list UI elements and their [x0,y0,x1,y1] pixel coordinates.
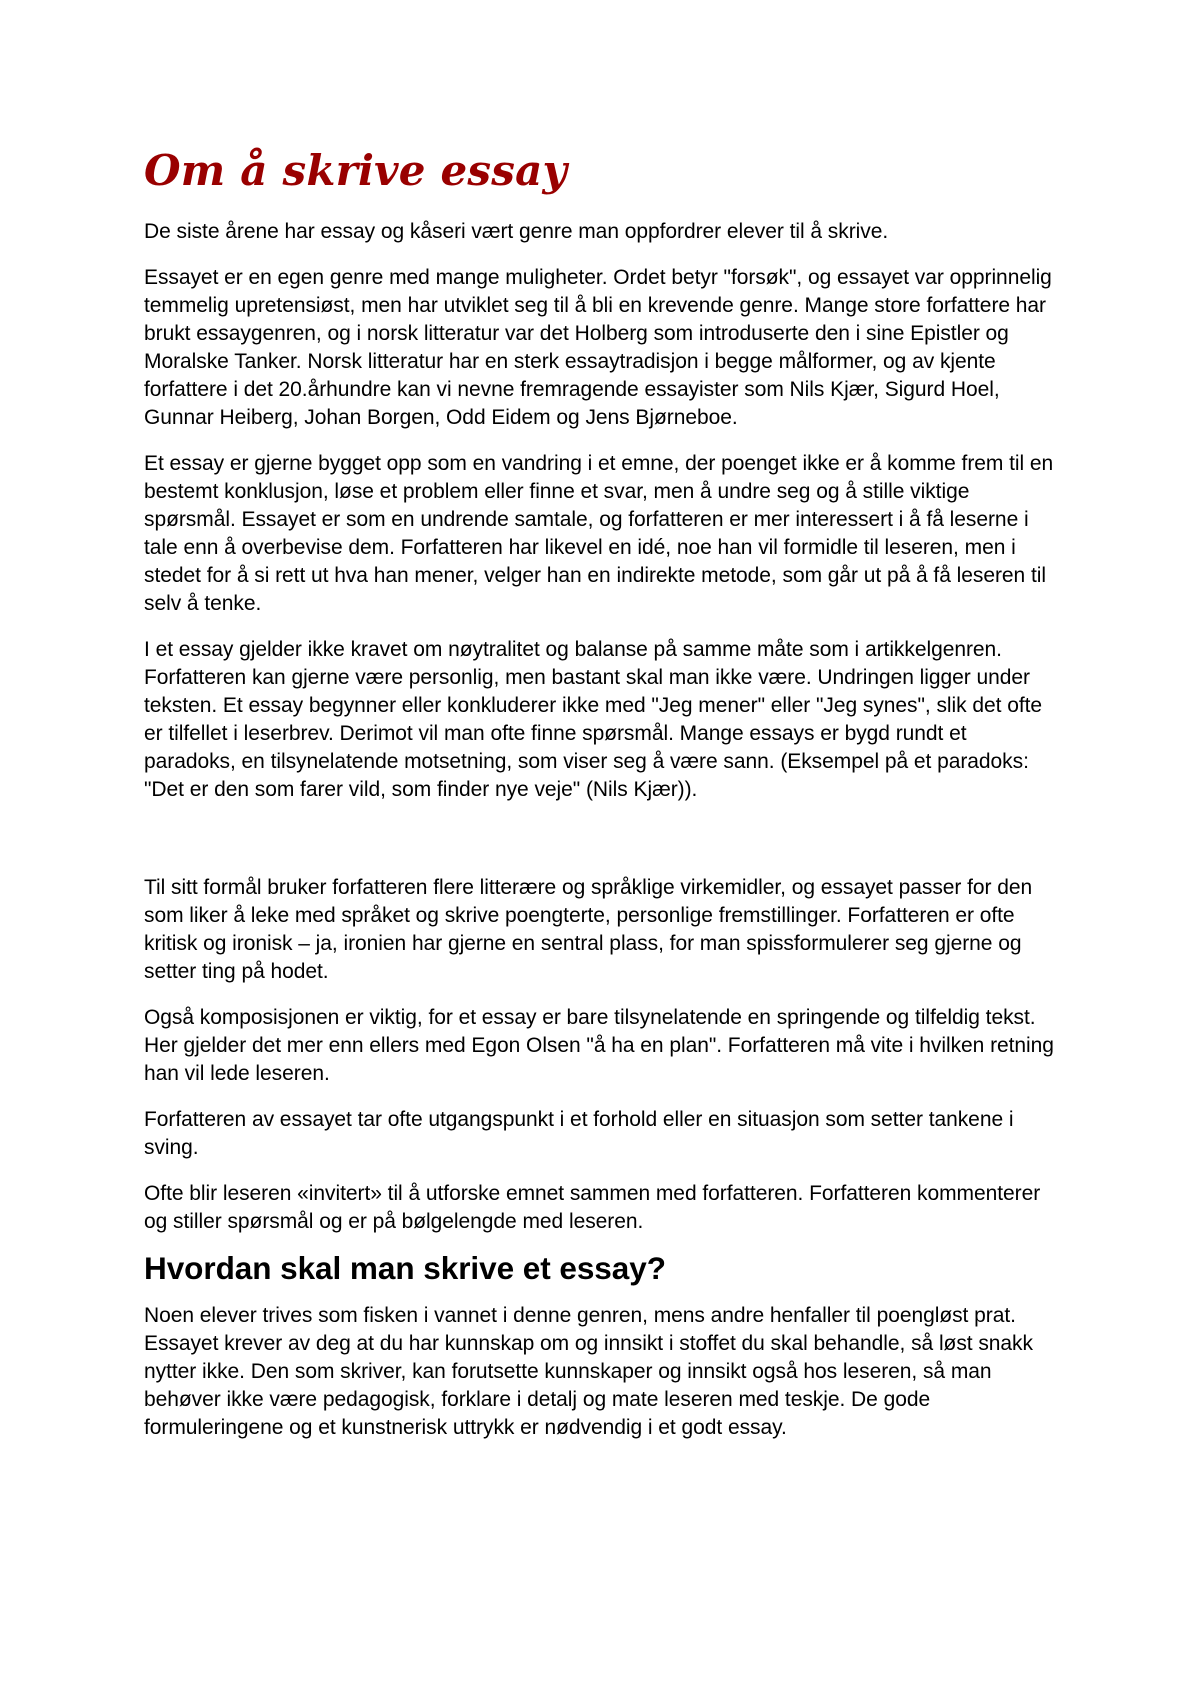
paragraph-starting-point: Forfatteren av essayet tar ofte utgangspunkt i et forhold eller en situasjon som setter tankene i sving. [144,1108,1014,1159]
paragraph-neutrality: I et essay gjelder ikke kravet om nøytralitet og balanse på samme måte som i artikkelgenren. Forfatteren kan gjerne være personlig, men bastant skal man ikke være. Undringen ligger under teksten. Et essay begynner eller konkluderer ikke med "Jeg mener" eller "Jeg synes", slik det ofte er tilfellet i leserbrev. Derimot vil man ofte finne spørsmål. Mange essays er bygd rundt et paradoks, en tilsynelatende motsetning, som viser seg å være sann. (Eksempel på et paradoks: "Det er den som farer vild, som finder nye veje" (Nils Kjær)). [144,638,1043,801]
document-title: Om å skrive essay [144,146,568,195]
paragraph-how-to-write: Noen elever trives som fisken i vannet i denne genren, mens andre henfaller til poengløst prat. Essayet krever av deg at du har kunnskap om og innsikt i stoffet du skal behandle, så løst snakk nytter ikke. Den som skriver, kan forutsette kunnskaper og innsikt også hos leseren, så man behøver ikke være pedagogisk, forklare i detalj og mate leseren med teskje. De gode formuleringene og et kunstnerisk uttrykk er nødvendig i et godt essay. [144,1304,1033,1439]
blank-line-spacer [144,822,1064,874]
paragraph-structure: Et essay er gjerne bygget opp som en vandring i et emne, der poenget ikke er å komme frem til en bestemt konklusjon, løse et problem eller finne et svar, men å undre seg og å stille viktige spørsmål. Essayet er som en undrende samtale, og forfatteren er mer interessert i å få leserne i tale enn å overbevise dem. Forfatteren har likevel en idé, noe han vil formidle til leseren, men i stedet for å si rett ut hva han mener, velger han en indirekte metode, som går ut på å få leseren til selv å tenke. [144,452,1054,615]
paragraph-intro: De siste årene har essay og kåseri vært genre man oppfordrer elever til å skrive. [144,220,889,243]
paragraph-devices: Til sitt formål bruker forfatteren flere litterære og språklige virkemidler, og essayet passer for den som liker å leke med språket og skrive poengterte, personlige fremstillinger. Forfatteren er ofte kritisk og ironisk – ja, ironien har gjerne en sentral plass, for man spissformulerer seg gjerne og setter ting på hodet. [144,876,1033,983]
paragraph-genre: Essayet er en egen genre med mange muligheter. Ordet betyr "forsøk", og essayet var opprinnelig temmelig upretensiøst, men har utviklet seg til å bli en krevende genre. Mange store forfattere har brukt essaygenren, og i norsk litteratur var det Holberg som introduserte den i sine Epistler og Moralske Tanker. Norsk litteratur har en sterk essaytradisjon i begge målformer, og av kjente forfattere i det 20.århundre kan vi nevne fremragende essayister som Nils Kjær, Sigurd Hoel, Gunnar Heiberg, Johan Borgen, Odd Eidem og Jens Bjørneboe. [144,266,1052,429]
document-page [144,146,1064,1460]
section-heading-how-to-write: Hvordan skal man skrive et essay? [144,1250,666,1286]
paragraph-composition: Også komposisjonen er viktig, for et essay er bare tilsynelatende en springende og tilfeldig tekst. Her gjelder det mer enn ellers med Egon Olsen "å ha en plan". Forfatteren må vite i hvilken retning han vil lede leseren. [144,1006,1054,1085]
paragraph-reader-invited: Ofte blir leseren «invitert» til å utforske emnet sammen med forfatteren. Forfatteren kommenterer og stiller spørsmål og er på bølgelengde med leseren. [144,1182,1041,1233]
